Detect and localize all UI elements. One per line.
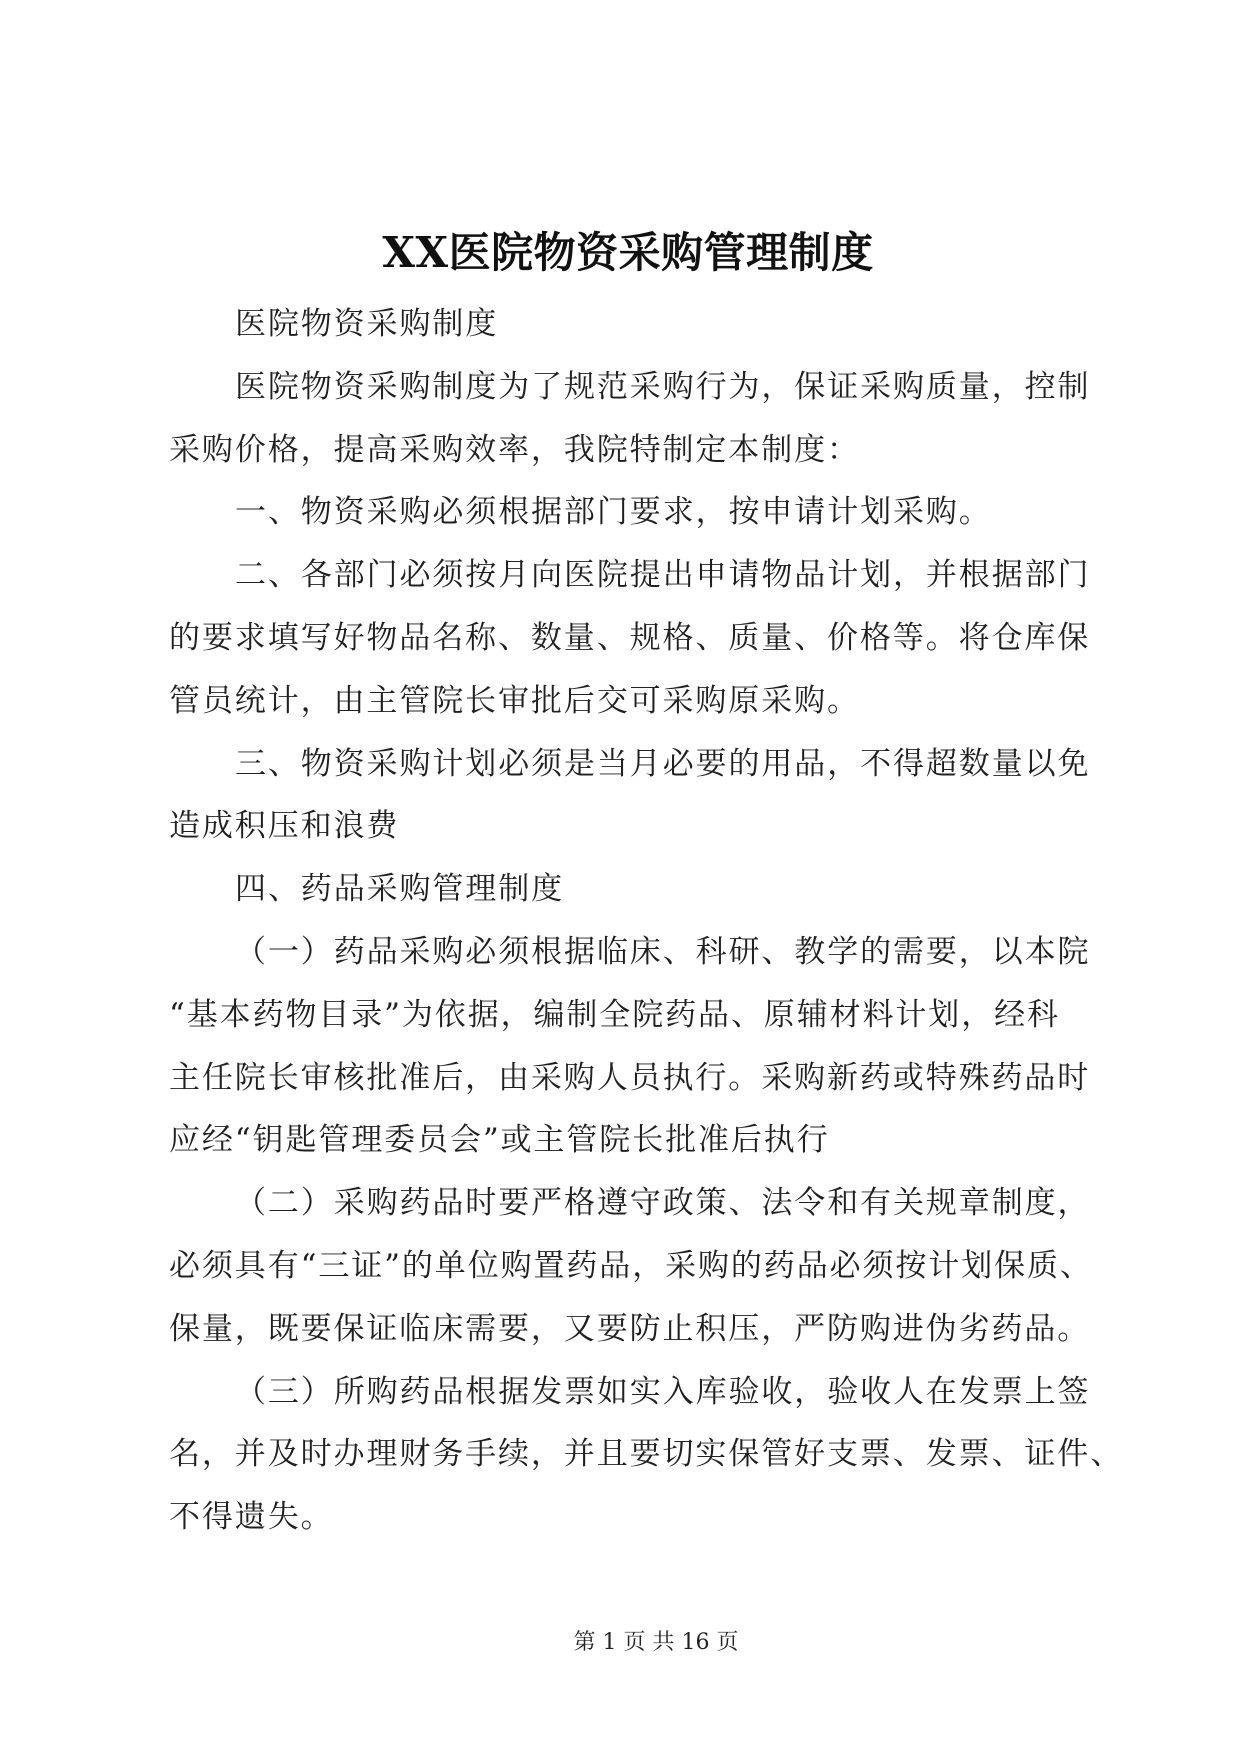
paragraph-line: 三、物资采购计划必须是当月必要的用品，不得超数量以免: [235, 745, 1091, 782]
paragraph-line: （三）所购药品根据发票如实入库验收，验收人在发票上签: [235, 1373, 1091, 1410]
paragraph-item-1: [169, 481, 1099, 544]
document-body: [169, 293, 1124, 1549]
paragraph-intro: [169, 356, 1099, 482]
paragraph-item-2: [169, 544, 1099, 732]
paragraph-line: 不得遗失。: [169, 1499, 334, 1536]
paragraph-line: （二）采购药品时要严格遵守政策、法令和有关规章制度，: [235, 1185, 1091, 1222]
paragraph-line: 四、药品采购管理制度: [235, 871, 564, 908]
paragraph-subtitle: [169, 293, 1099, 356]
paragraph-item-3: [169, 733, 1099, 859]
paragraph-line: 应经“钥匙管理委员会”或主管院长批准后执行: [169, 1122, 830, 1159]
paragraph-line: 必须具有“三证”的单位购置药品，采购的药品必须按计划保质、: [169, 1247, 1093, 1284]
paragraph-line: （一）药品采购必须根据临床、科研、教学的需要，以本院: [235, 933, 1091, 970]
paragraph-line: 名，并及时办理财务手续，并且要切实保管好支票、发票、证件、: [169, 1436, 1124, 1473]
paragraph-subitem-1: [169, 921, 1099, 1172]
paragraph-line: “基本药物目录”为依据，编制全院药品、原辅材料计划，经科: [169, 996, 1060, 1033]
paragraph-line: 采购价格，提高采购效率，我院特制定本制度：: [169, 431, 860, 468]
paragraph-line: 造成积压和浪费: [169, 808, 400, 845]
paragraph-line: 医院物资采购制度: [235, 306, 499, 342]
paragraph-subitem-3: [169, 1361, 1124, 1549]
paragraph-item-4-heading: [169, 858, 1099, 921]
paragraph-line: 二、各部门必须按月向医院提出申请物品计划，并根据部门: [235, 557, 1091, 594]
paragraph-line: 管员统计，由主管院长审批后交可采购原采购。: [169, 682, 860, 719]
paragraph-line: 一、物资采购必须根据部门要求，按申请计划采购。: [235, 494, 992, 531]
paragraph-line: 医院物资采购制度为了规范采购行为，保证采购质量，控制: [235, 368, 1091, 405]
paragraph-subitem-2: [169, 1172, 1099, 1360]
paragraph-line: 的要求填写好物品名称、数量、规格、质量、价格等。将仓库保: [169, 619, 1091, 656]
document-title: XX医院物资采购管理制度: [382, 228, 874, 277]
paragraph-line: 保量，既要保证临床需要，又要防止积压，严防购进伪劣药品。: [169, 1310, 1091, 1347]
paragraph-line: 主任院长审核批准后，由采购人员执行。采购新药或特殊药品时: [169, 1059, 1091, 1096]
page-footer: 第 1 页 共 16 页: [573, 1630, 739, 1655]
